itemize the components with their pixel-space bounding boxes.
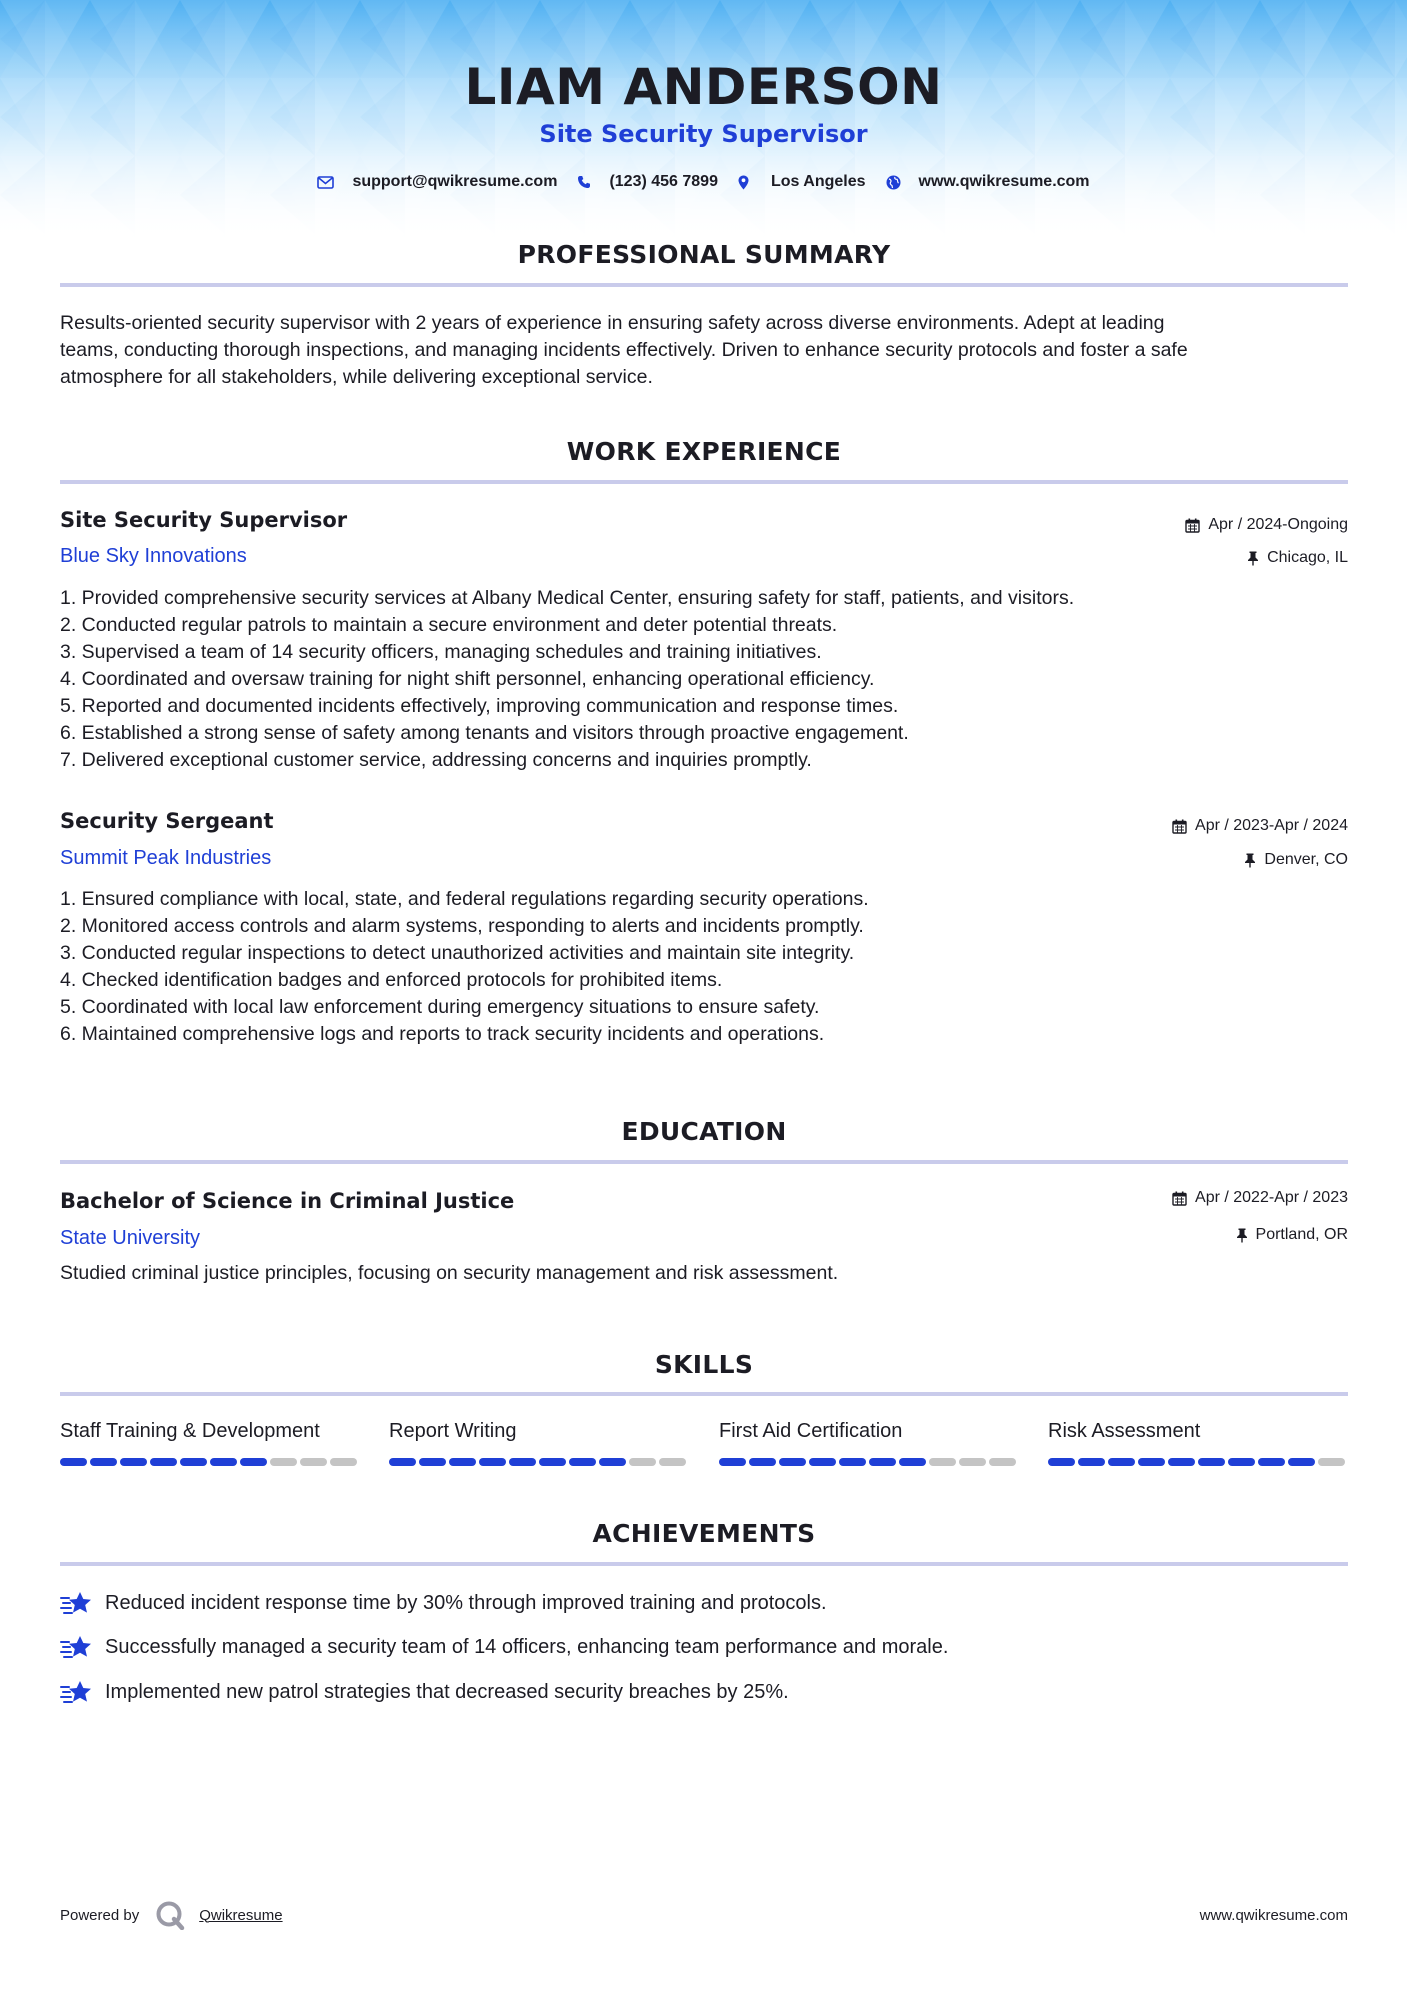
skill-item xyxy=(719,1420,1019,1466)
contact-email[interactable] xyxy=(317,173,557,191)
responsibility-item: 4. Coordinated and oversaw training for night shift personnel, enhancing operational efficiency. xyxy=(60,668,875,690)
skill-segment-filled xyxy=(449,1458,476,1466)
degree-title: Bachelor of Science in Criminal Justice xyxy=(60,1189,515,1213)
skill-segment-filled xyxy=(569,1458,596,1466)
job-dates xyxy=(1185,516,1348,534)
summary-line: atmosphere for all stakeholders, while delivering exceptional service. xyxy=(60,366,653,388)
pushpin-icon xyxy=(1236,1228,1248,1243)
summary-line: Results-oriented security supervisor with 2 years of experience in ensuring safety across diverse environments. Adept at leading xyxy=(60,312,1165,334)
section-divider xyxy=(60,480,1348,484)
skill-segment-filled xyxy=(539,1458,566,1466)
skill-segment-empty xyxy=(629,1458,656,1466)
school-name: State University xyxy=(60,1227,201,1249)
education-location-text: Portland, OR xyxy=(1255,1226,1348,1243)
skill-segment-filled xyxy=(90,1458,117,1466)
responsibility-item: 1. Ensured compliance with local, state, and federal regulations regarding security operations. xyxy=(60,888,869,910)
job-company: Summit Peak Industries xyxy=(60,847,272,869)
education-heading: EDUCATION xyxy=(621,1117,787,1146)
job-dates xyxy=(1172,817,1348,835)
phone-icon xyxy=(577,175,591,189)
pushpin-icon xyxy=(1244,853,1256,868)
skill-segment-filled xyxy=(599,1458,626,1466)
skill-segment-filled xyxy=(1258,1458,1285,1466)
envelope-icon xyxy=(317,176,334,189)
skill-segment-filled xyxy=(240,1458,267,1466)
skill-segment-filled xyxy=(180,1458,207,1466)
responsibility-item: 3. Supervised a team of 14 security officers, managing schedules and training initiatives. xyxy=(60,641,822,663)
job-position: Site Security Supervisor xyxy=(60,508,348,532)
skill-segment-empty xyxy=(659,1458,686,1466)
skill-segment-filled xyxy=(749,1458,776,1466)
skill-name: Staff Training & Development xyxy=(60,1420,320,1442)
job-location xyxy=(1244,851,1348,869)
star-icon xyxy=(60,1590,93,1617)
skill-level-bar xyxy=(1048,1458,1348,1466)
achievement-item xyxy=(60,1590,827,1617)
footer-branding xyxy=(60,1900,283,1930)
skill-segment-filled xyxy=(60,1458,87,1466)
responsibility-item: 3. Conducted regular inspections to detect unauthorized activities and maintain site integrity. xyxy=(60,942,855,964)
skill-segment-filled xyxy=(210,1458,237,1466)
section-divider xyxy=(60,1160,1348,1164)
skill-segment-filled xyxy=(899,1458,926,1466)
star-icon xyxy=(60,1634,93,1661)
achievements-heading: ACHIEVEMENTS xyxy=(592,1519,816,1548)
skill-segment-empty xyxy=(929,1458,956,1466)
education-location xyxy=(1236,1226,1348,1244)
website-text: www.qwikresume.com xyxy=(918,173,1090,190)
skill-level-bar xyxy=(719,1458,1019,1466)
skill-name: Report Writing xyxy=(389,1420,517,1442)
responsibility-item: 5. Reported and documented incidents effectively, improving communication and response times. xyxy=(60,695,899,717)
skill-segment-filled xyxy=(120,1458,147,1466)
achievement-text: Successfully managed a security team of 14 officers, enhancing team performance and morale. xyxy=(105,1636,949,1658)
calendar-icon xyxy=(1172,1191,1187,1206)
responsibility-item: 2. Monitored access controls and alarm systems, responding to alerts and incidents promptly. xyxy=(60,915,864,937)
education-dates xyxy=(1172,1189,1348,1207)
calendar-icon xyxy=(1185,518,1200,533)
section-divider xyxy=(60,1392,1348,1396)
skill-segment-empty xyxy=(959,1458,986,1466)
brand-link[interactable]: Qwikresume xyxy=(199,1906,283,1924)
phone-text: (123) 456 7899 xyxy=(609,173,718,190)
skill-segment-filled xyxy=(1138,1458,1165,1466)
job-company: Blue Sky Innovations xyxy=(60,545,247,567)
achievement-text: Implemented new patrol strategies that decreased security breaches by 25%. xyxy=(105,1681,789,1703)
star-icon xyxy=(60,1679,93,1706)
job-position: Security Sergeant xyxy=(60,809,274,833)
job-location xyxy=(1247,549,1348,567)
summary-heading: PROFESSIONAL SUMMARY xyxy=(517,240,891,269)
responsibility-item: 2. Conducted regular patrols to maintain a secure environment and deter potential threats. xyxy=(60,614,838,636)
skill-level-bar xyxy=(389,1458,689,1466)
skill-item xyxy=(60,1420,360,1466)
location-text: Los Angeles xyxy=(770,173,866,190)
skill-segment-filled xyxy=(1078,1458,1105,1466)
candidate-name: LIAM ANDERSON xyxy=(464,58,943,116)
skill-level-bar xyxy=(60,1458,360,1466)
job-location-text: Chicago, IL xyxy=(1267,549,1348,566)
skill-name: First Aid Certification xyxy=(719,1420,903,1442)
experience-heading: WORK EXPERIENCE xyxy=(566,437,842,466)
skill-segment-filled xyxy=(869,1458,896,1466)
skill-segment-filled xyxy=(419,1458,446,1466)
skill-segment-filled xyxy=(1168,1458,1195,1466)
powered-by-label: Powered by xyxy=(60,1906,140,1924)
skill-item xyxy=(389,1420,689,1466)
email-text: support@qwikresume.com xyxy=(352,173,558,190)
skill-segment-filled xyxy=(150,1458,177,1466)
calendar-icon xyxy=(1172,819,1187,834)
education-dates-text: Apr / 2022-Apr / 2023 xyxy=(1195,1189,1348,1206)
skill-segment-filled xyxy=(1108,1458,1135,1466)
responsibility-item: 4. Checked identification badges and enforced protocols for prohibited items. xyxy=(60,969,723,991)
skill-segment-filled xyxy=(1048,1458,1075,1466)
skill-segment-filled xyxy=(719,1458,746,1466)
skill-segment-empty xyxy=(330,1458,357,1466)
responsibility-item: 6. Established a strong sense of safety among tenants and visitors through proactive engagement. xyxy=(60,722,909,744)
skill-segment-filled xyxy=(1198,1458,1225,1466)
contact-location xyxy=(738,173,866,191)
achievement-item xyxy=(60,1679,789,1706)
skill-segment-empty xyxy=(270,1458,297,1466)
responsibility-item: 6. Maintained comprehensive logs and reports to track security incidents and operations. xyxy=(60,1023,825,1045)
skills-heading: SKILLS xyxy=(654,1350,754,1379)
skill-segment-empty xyxy=(989,1458,1016,1466)
skill-segment-filled xyxy=(809,1458,836,1466)
summary-text xyxy=(60,310,1350,391)
achievement-text: Reduced incident response time by 30% through improved training and protocols. xyxy=(105,1592,827,1614)
globe-icon xyxy=(886,175,901,190)
education-description: Studied criminal justice principles, focusing on security management and risk assessment. xyxy=(60,1262,839,1284)
job-responsibilities xyxy=(60,585,1350,774)
section-divider xyxy=(60,283,1348,287)
skill-segment-filled xyxy=(509,1458,536,1466)
contact-phone[interactable] xyxy=(577,173,718,191)
skill-segment-filled xyxy=(779,1458,806,1466)
job-dates-text: Apr / 2023-Apr / 2024 xyxy=(1195,817,1348,834)
job-dates-text: Apr / 2024-Ongoing xyxy=(1208,516,1348,533)
skill-segment-filled xyxy=(479,1458,506,1466)
responsibility-item: 5. Coordinated with local law enforcement during emergency situations to ensure safety. xyxy=(60,996,820,1018)
contact-bar xyxy=(0,173,1407,191)
footer-website-link[interactable]: www.qwikresume.com xyxy=(1199,1907,1348,1924)
skill-segment-filled xyxy=(389,1458,416,1466)
job-title-headline: Site Security Supervisor xyxy=(539,120,868,148)
responsibility-item: 7. Delivered exceptional customer service, addressing concerns and inquiries promptly. xyxy=(60,749,812,771)
achievement-item xyxy=(60,1634,948,1661)
skill-segment-empty xyxy=(1318,1458,1345,1466)
responsibility-item: 1. Provided comprehensive security services at Albany Medical Center, ensuring safety for staff, patients, and visitors. xyxy=(60,587,1075,609)
skill-name: Risk Assessment xyxy=(1048,1420,1201,1442)
map-pin-icon xyxy=(738,175,749,190)
skill-segment-filled xyxy=(839,1458,866,1466)
summary-line: teams, conducting thorough inspections, and managing incidents effectively. Driven to enhance security protocols and foster a safe xyxy=(60,339,1188,361)
skill-segment-empty xyxy=(300,1458,327,1466)
job-responsibilities xyxy=(60,886,1350,1048)
skill-item xyxy=(1048,1420,1348,1466)
contact-website[interactable] xyxy=(886,173,1090,191)
skill-segment-filled xyxy=(1228,1458,1255,1466)
pushpin-icon xyxy=(1247,551,1259,566)
qwikresume-logo-icon xyxy=(155,1900,185,1930)
skill-segment-filled xyxy=(1288,1458,1315,1466)
job-location-text: Denver, CO xyxy=(1264,851,1348,868)
section-divider xyxy=(60,1562,1348,1566)
